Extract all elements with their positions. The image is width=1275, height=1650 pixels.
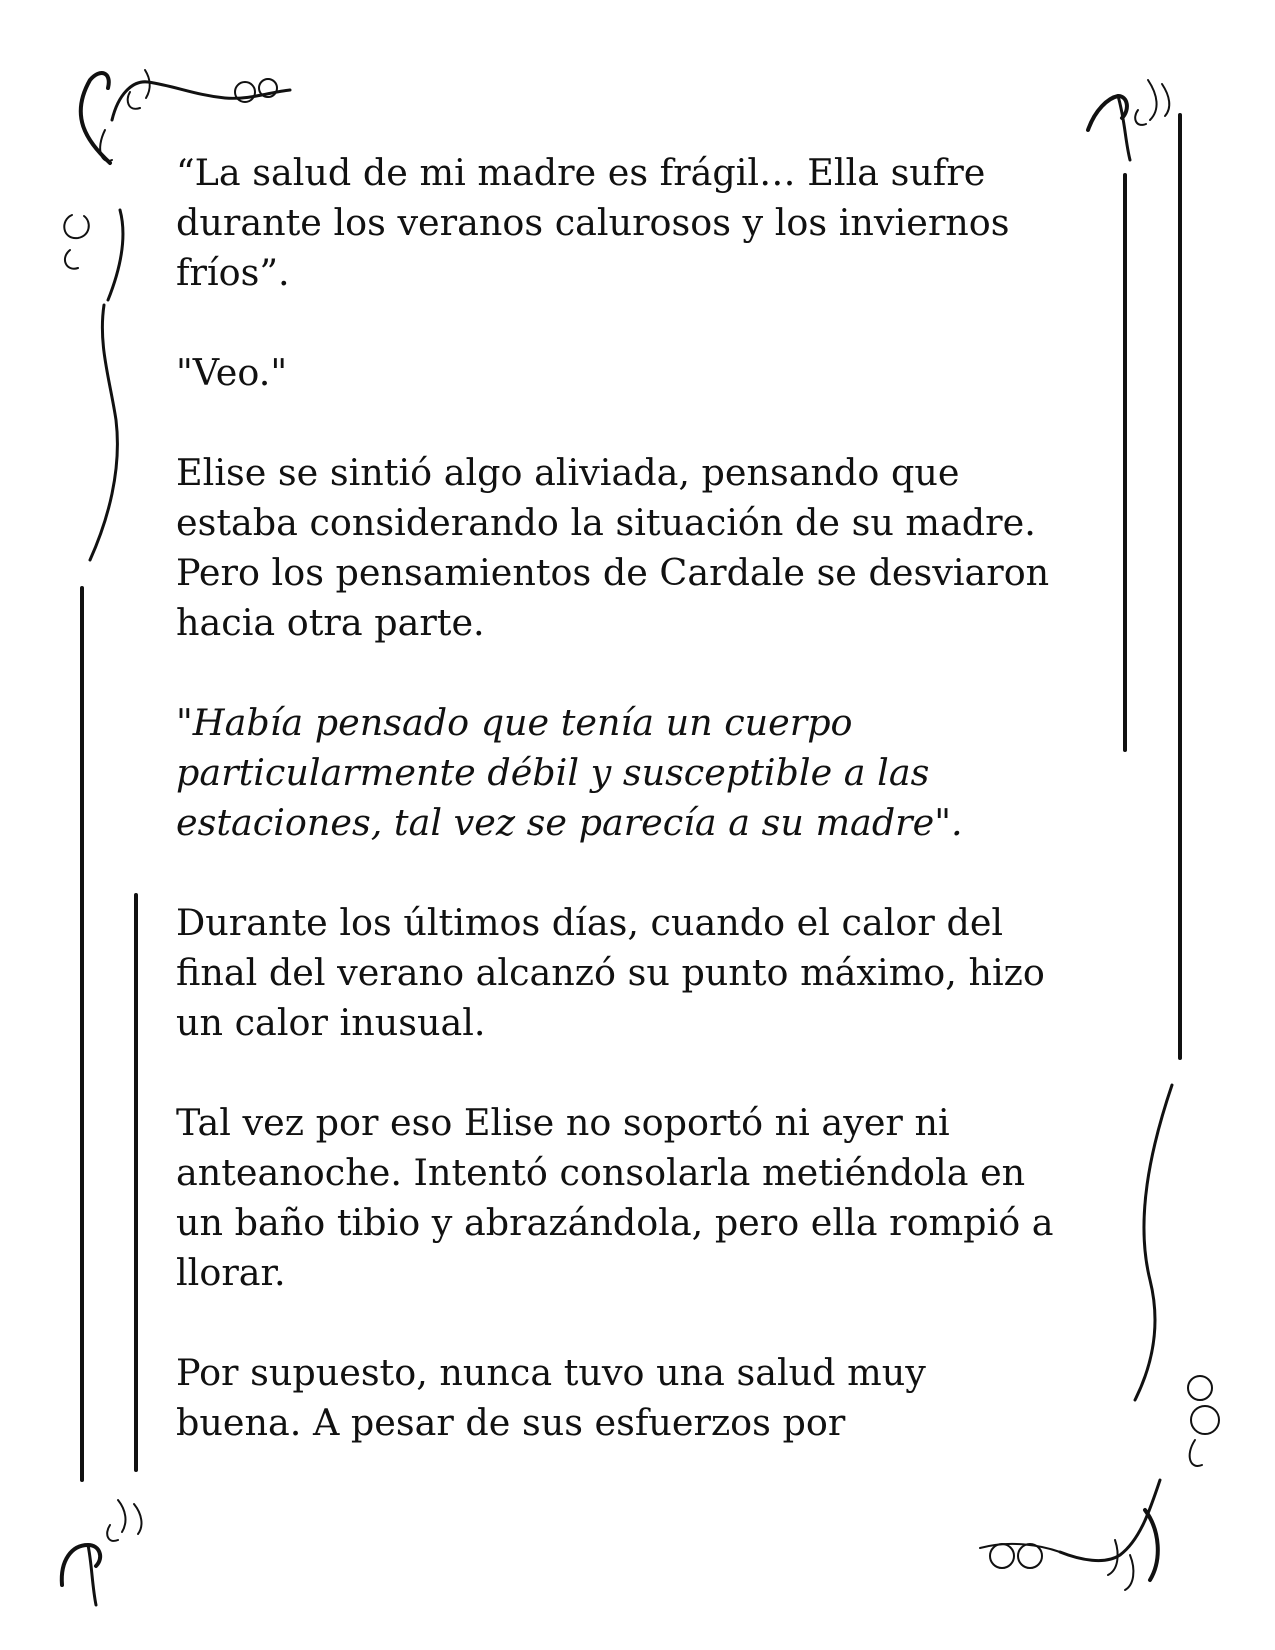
bottom-left-flourish-icon bbox=[62, 1500, 142, 1605]
paragraph: "Veo." bbox=[176, 351, 288, 394]
paragraph: Tal vez por eso Elise no soportó ni ayer ni anteanoche. Intentó consolarla metiéndola en un baño tibio y abrazándola, pero ella rompió a llorar. bbox=[176, 1101, 1054, 1294]
top-right-flourish-icon bbox=[1088, 80, 1169, 160]
paragraph: Elise se sintió algo aliviada, pensando que estaba considerando la situación de su madre. Pero los pensamientos de Cardale se desviaron hacia otra parte. bbox=[176, 451, 1050, 644]
thought-paragraph: "Había pensado que tenía un cuerpo particularmente débil y susceptible a las estaciones, tal vez se parecía a su madre". bbox=[176, 701, 963, 844]
paragraph: Por supuesto, nunca tuvo una salud muy buena. A pesar de sus esfuerzos por bbox=[176, 1351, 926, 1444]
page-text bbox=[176, 148, 1096, 1498]
paragraph: “La salud de mi madre es frágil… Ella sufre durante los veranos calurosos y los inviernos fríos”. bbox=[176, 151, 1010, 294]
paragraph: Durante los últimos días, cuando el calor del final del verano alcanzó su punto máximo, hizo un calor inusual. bbox=[176, 901, 1045, 1044]
